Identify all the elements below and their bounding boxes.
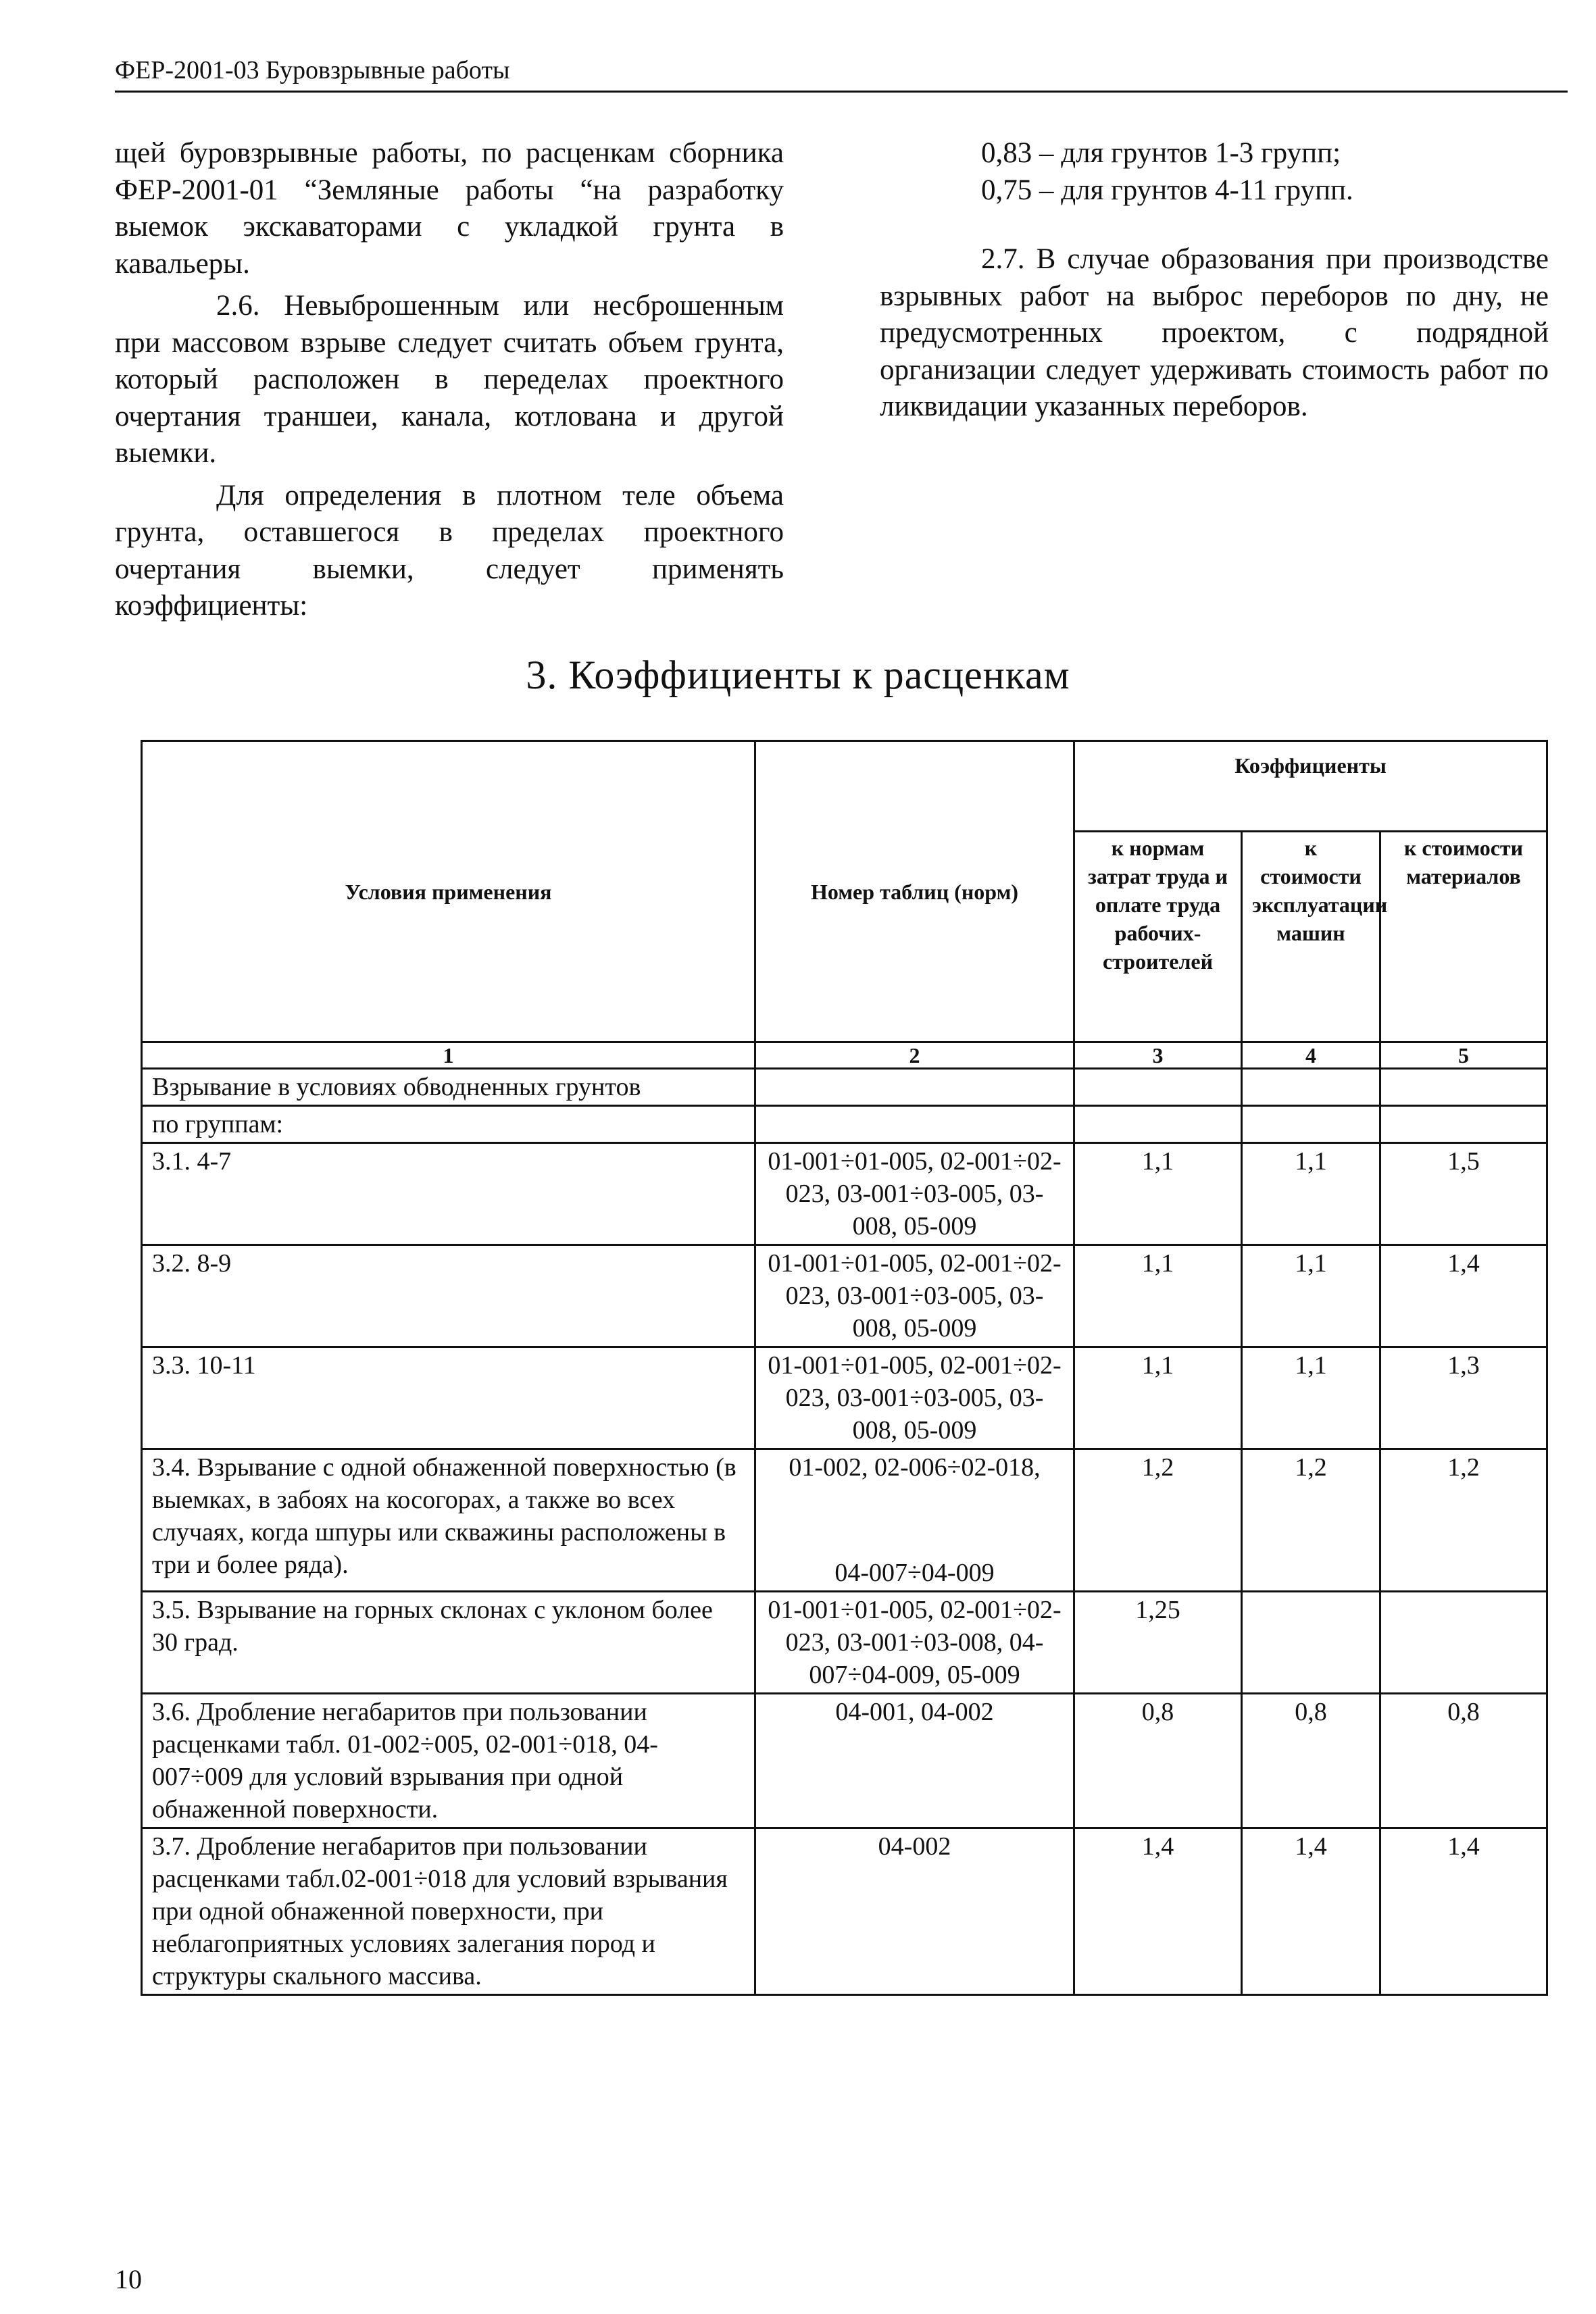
paragraph-2-7: 2.7. В случае образования при производстве взрывных работ на выброс переборов по дну, не предусмотренных проектом, с подрядной организации следует удерживать стоимость работ по ликвидации указанных переборов. [880, 243, 1549, 422]
page-number: 10 [115, 2264, 142, 2294]
row-condition: 3.4. Взрывание с одной обнаженной поверхностью (в выемках, в забоях на косогорах, а также во всех случаях, когда шпуры или скважины расположены в три и более ряда). [142, 1449, 755, 1592]
table-header-row [142, 741, 1547, 832]
row-tables: 04-001, 04-002 [755, 1694, 1074, 1828]
group-row [142, 1069, 1547, 1106]
row-materials-coef [1380, 1592, 1547, 1694]
row-materials-coef: 1,4 [1380, 1828, 1547, 1995]
header-coefficients: Коэффициенты [1074, 741, 1547, 832]
row-tables: 01-001÷01-005, 02-001÷02-023, 03-001÷03-005, 03-008, 05-009 [755, 1143, 1074, 1245]
row-tables-extra: 04-007÷04-009 [834, 1559, 995, 1587]
left-column [115, 135, 784, 625]
row-labor-coef: 1,25 [1074, 1592, 1242, 1694]
coefficient-line-1: 0,83 – для грунтов 1-3 групп; [981, 137, 1341, 169]
table-row [142, 1449, 1547, 1592]
row-labor-coef: 1,1 [1074, 1347, 1242, 1449]
column-number: 2 [755, 1042, 1074, 1069]
table-row [142, 1828, 1547, 1995]
row-condition: 3.3. 10-11 [142, 1347, 755, 1449]
row-condition: 3.1. 4-7 [142, 1143, 755, 1245]
column-number: 5 [1380, 1042, 1547, 1069]
row-labor-coef: 1,1 [1074, 1245, 1242, 1347]
row-tables: 04-002 [755, 1828, 1074, 1995]
row-condition: 3.5. Взрывание на горных склонах с уклоном более 30 град. [142, 1592, 755, 1694]
row-machines-coef: 0,8 [1242, 1694, 1380, 1828]
header-conditions: Условия применения [142, 741, 755, 1042]
row-machines-coef: 1,1 [1242, 1143, 1380, 1245]
coefficient-line-2: 0,75 – для грунтов 4-11 групп. [981, 174, 1353, 206]
row-labor-coef: 0,8 [1074, 1694, 1242, 1828]
header-labor: к нормам затрат труда и оплате труда рабочих-строителей [1074, 832, 1242, 1042]
row-tables: 01-001÷01-005, 02-001÷02-023, 03-001÷03-008, 04-007÷04-009, 05-009 [755, 1592, 1074, 1694]
coefficients-table [141, 740, 1548, 1996]
section-title: 3. Коэффициенты к расценкам [526, 653, 1070, 697]
row-materials-coef: 0,8 [1380, 1694, 1547, 1828]
column-number: 4 [1242, 1042, 1380, 1069]
row-labor-coef: 1,2 [1074, 1449, 1242, 1592]
table-row [142, 1245, 1547, 1347]
header-materials: к стоимости материалов [1380, 832, 1547, 1042]
row-materials-coef: 1,5 [1380, 1143, 1547, 1245]
paragraph-coefficients-intro: Для определения в плотном теле объема грунта, оставшегося в пределах проектного очертания выемки, следует применять коэффициенты: [115, 479, 784, 622]
column-number: 3 [1074, 1042, 1242, 1069]
table-row [142, 1347, 1547, 1449]
row-labor-coef: 1,4 [1074, 1828, 1242, 1995]
row-tables: 01-002, 02-006÷02-018, [789, 1453, 1041, 1482]
row-tables-cell [755, 1449, 1074, 1592]
row-materials-coef: 1,4 [1380, 1245, 1547, 1347]
row-tables: 01-001÷01-005, 02-001÷02-023, 03-001÷03-005, 03-008, 05-009 [755, 1245, 1074, 1347]
row-machines-coef [1242, 1592, 1380, 1694]
column-number-row [142, 1042, 1547, 1069]
header-machines: к стоимости эксплуатации машин [1242, 832, 1380, 1042]
paragraph-2-6: 2.6. Невыброшенным или несброшенным при массовом взрыве следует считать объем грунта, который расположен в переделах проектного очертания траншеи, канала, котлована и другой выемки. [115, 290, 784, 469]
table-row [142, 1143, 1547, 1245]
row-machines-coef: 1,2 [1242, 1449, 1380, 1592]
row-labor-coef: 1,1 [1074, 1143, 1242, 1245]
row-condition: 3.7. Дробление негабаритов при пользовании расценками табл.02-001÷018 для условий взрывания при одной обнаженной поверхности, при неблагоприятных условиях залегания пород и структуры скального массива. [142, 1828, 755, 1995]
row-materials-coef: 1,3 [1380, 1347, 1547, 1449]
group-label: Взрывание в условиях обводненных грунтов [142, 1069, 755, 1106]
group-label: по группам: [142, 1106, 755, 1143]
table-row [142, 1694, 1547, 1828]
paragraph-continuation: щей буровзрывные работы, по расценкам сборника ФЕР-2001-01 “Земляные работы “на разработку выемок экскаваторами с укладкой грунта в кавальеры. [115, 137, 784, 280]
right-column [880, 135, 1549, 426]
header-table-numbers: Номер таблиц (норм) [755, 741, 1074, 1042]
table-row [142, 1592, 1547, 1694]
row-tables: 01-001÷01-005, 02-001÷02-023, 03-001÷03-005, 03-008, 05-009 [755, 1347, 1074, 1449]
row-condition: 3.6. Дробление негабаритов при пользовании расценками табл. 01-002÷005, 02-001÷018, 04-007÷009 для условий взрывания при одной обнаженной поверхности. [142, 1694, 755, 1828]
group-row [142, 1106, 1547, 1143]
running-header: ФЕР-2001-03 Буровзрывные работы [115, 55, 1568, 93]
row-machines-coef: 1,4 [1242, 1828, 1380, 1995]
column-number: 1 [142, 1042, 755, 1069]
row-materials-coef: 1,2 [1380, 1449, 1547, 1592]
row-machines-coef: 1,1 [1242, 1347, 1380, 1449]
row-machines-coef: 1,1 [1242, 1245, 1380, 1347]
row-condition: 3.2. 8-9 [142, 1245, 755, 1347]
